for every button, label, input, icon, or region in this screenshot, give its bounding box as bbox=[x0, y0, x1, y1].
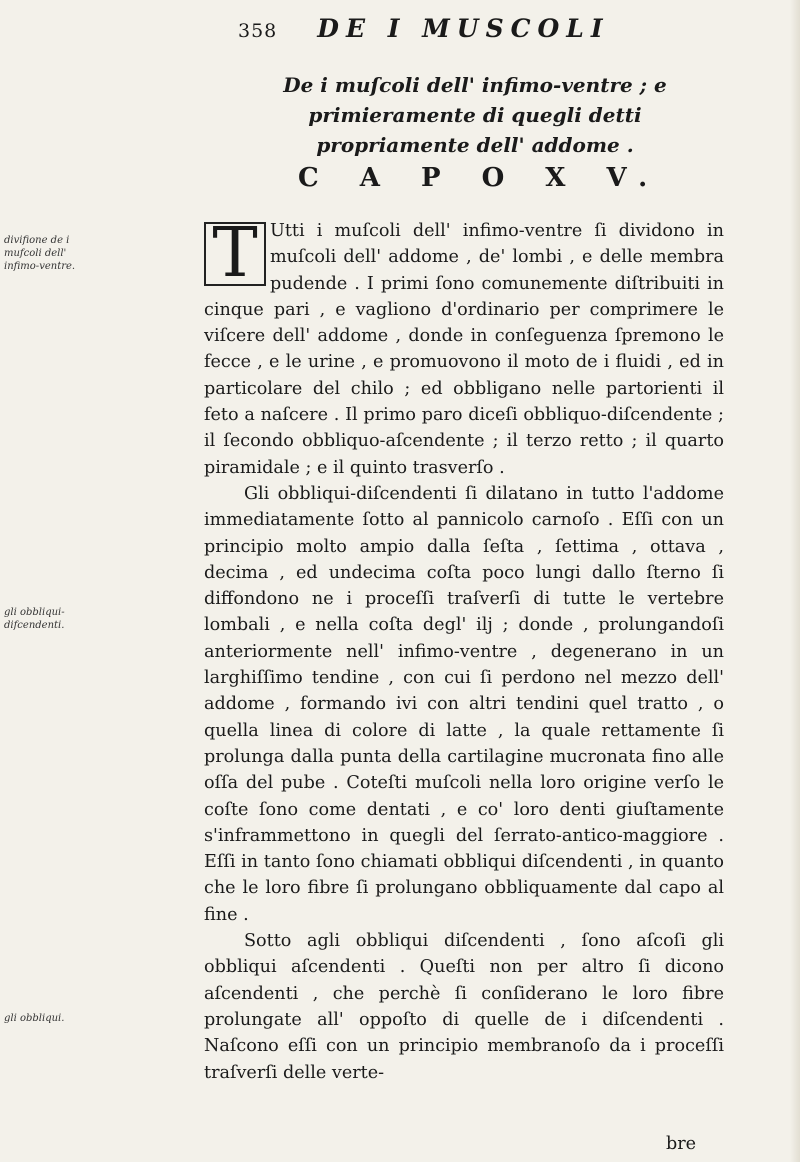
paragraph-1 bbox=[204, 214, 724, 481]
page-edge-shadow bbox=[790, 0, 800, 1162]
drop-cap: T bbox=[204, 222, 266, 286]
paragraph-2: Gli obbliqui-diſcendenti ſi dilatano in tutto l'addome immediatamente ſotto al pannicolo carnoſo . Eſſi con un principio molto ampio dalla ſeſta , ſettima , ottava , decima , ed undecima coſta poco lungi dallo ſterno ſi diffondono ne i proceſſi traſverſi di tutte le vertebre lombali , e nella coſta degl' ilj ; donde , prolungandoſi anteriormente nell' infimo-ventre , degenerano in un larghiſſimo tendine , con cui ſi perdono nel mezzo dell' addome , formando ivi con altri tendini quel tratto , o quella linea di colore di latte , la quale rettamente ſi prolunga dalla punta della cartilagine mucronata fino alle oſſa del pube . Coteſti muſcoli nella loro origine verſo le coſte ſono come dentati , e co' loro denti giuſtamente s'inframmettono in quegli del ſerrato-antico-maggiore . Eſſi in tanto ſono chiamati obbliqui diſcendenti , in quanto che le loro fibre ſi prolungano obbliquamente dal capo al fine . bbox=[204, 483, 724, 925]
running-title: DE I MUSCOLI bbox=[317, 14, 610, 43]
chapter-title: C A P O X V. bbox=[298, 163, 664, 193]
page-number: 358 bbox=[238, 20, 278, 42]
body-text bbox=[204, 214, 724, 1086]
margin-note-obbliqui: gli obbliqui. bbox=[4, 1013, 65, 1024]
running-head bbox=[238, 14, 678, 43]
margin-note-divisione: divifione de i mufcoli dell' infimo-ventre. bbox=[4, 235, 76, 272]
margin-note-obbliqui-discendenti: gli obbliqui-difcendenti. bbox=[4, 607, 65, 631]
section-subtitle: De i muſcoli dell' infimo-ventre ; e primieramente di quegli detti propriamente dell' addome . bbox=[283, 73, 667, 157]
paragraph-3: Sotto agli obbliqui diſcendenti , ſono aſcoſi gli obbliqui aſcendenti . Queſti non per altro ſi dicono aſcendenti , che perchè ſi conſiderano le loro fibre prolungate all' oppoſto di quelle de i diſcendenti . Naſcono eſſi con un principio membranoſo da i proceſſi traſverſi delle verte- bbox=[204, 931, 724, 1083]
paragraph-1-text: Utti i muſcoli dell' infimo-ventre ſi dividono in muſcoli dell' addome , de' lombi , e delle membra pudende . I primi ſono comunemente diſtribuiti in cinque pari , e vagliono d'ordinario per comprimere le viſcere dell' addome , donde in conſeguenza ſpremono le fecce , e le urine , e promuovono il moto de i fluidi , ed in particolare del chilo ; ed obbligano nelle partorienti il feto a naſcere . Il primo paro diceſi obbliquo-diſcendente ; il ſecondo obbliquo-aſcendente ; il terzo retto ; il quarto piramidale ; e il quinto trasverſo . bbox=[204, 221, 724, 478]
catchword: bre bbox=[666, 1134, 697, 1154]
